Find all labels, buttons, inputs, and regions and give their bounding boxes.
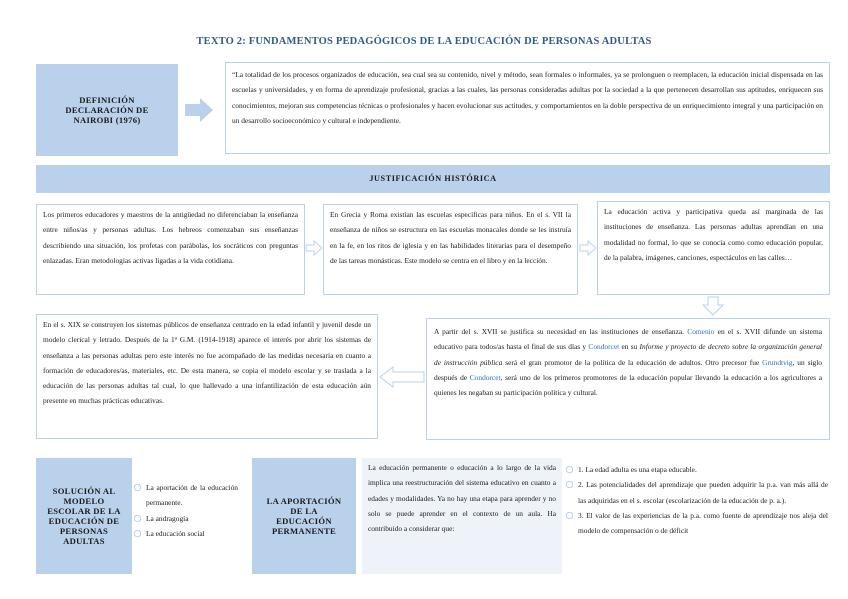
definition-label <box>36 64 178 156</box>
list-item <box>134 526 238 541</box>
history-box-5 <box>426 318 830 440</box>
list-item <box>566 462 828 477</box>
history-box-3-text: La educación activa y participativa queda así marginada de las instituciones de enseñanza. Las personas adultas aprendían en una modalidad no formal, lo que se conocía como como educación popular, de la palabra, imágenes, canciones, espectáculos en las calles… <box>604 207 823 262</box>
list-item <box>134 480 238 511</box>
bullet-icon <box>134 530 141 537</box>
history-box-3 <box>597 201 830 295</box>
justification-header-text: JUSTIFICACIÓN HISTÓRICA <box>369 174 497 183</box>
arrow-left-hollow-icon <box>379 366 425 388</box>
solution-list <box>134 480 238 541</box>
history-box-4 <box>36 314 378 439</box>
grundtvig-link: Grundtvig <box>762 357 793 367</box>
history-box-2-text: En Grecia y Roma existían las escuelas específicas para niños. En el s. VII la enseñanza de niños se estructura en las escuelas monacales donde se les instruía en la fe, en los ritos de iglesia y en las habilidades literarias para el desempeño de las tareas monásticas. Este modelo se centra en el libro y en la lección. <box>330 210 571 265</box>
arrow-right-hollow-icon <box>579 240 597 256</box>
history-box-4-text: En el s. XIX se construyen los sistemas públicos de enseñanza centrado en la edad infantil y juvenil desde un modelo clerical y letrado. Después de la 1ª G.M. (1914-1918) aparece el interés por abrir los sistemas de enseñanza a las personas adultas pero este interés no fue acompañado de las medidas necesaria en cuanto a formación de educadores/as, materiales, etc. De esta manera, se copia el modelo escolar y se traslada a la educación de las personas adultas tal cual, lo que hallevado a una infantilización de esta educación aún presente en muchas prácticas educativas. <box>43 320 371 406</box>
arrow-down-hollow-icon <box>702 296 724 316</box>
history-box-5-p5: , un siglo después de <box>434 357 823 382</box>
list-item-text: 3. El valor de las experiencias de la p.a. como fuente de aprendizaje nos aleja del modelo de compensación o de déficit <box>578 510 828 536</box>
list-item-text: 2. Las potencialidades del aprendizaje que pueden adquirir la p.a. van más allá de las adquiridas en el s. escolar (escolarización de la educación de p. a.). <box>578 480 828 505</box>
arrow-right-icon <box>184 97 214 123</box>
history-box-5-p3: en su <box>621 342 638 352</box>
list-item <box>566 508 828 539</box>
solution-label <box>36 458 132 574</box>
history-box-1-text: Los primeros educadores y maestros de la antigüedad no diferenciaban la enseñanza entre niños/as y personas adultas. Los hebreos comenzaban sus enseñanzas describiendo una situación, los profetas con parábolas, los socráticos con preguntas enlazadas. Eran metodologías activas ligadas a la vida cotidiana. <box>43 210 298 265</box>
list-item <box>134 511 238 526</box>
list-item-text: La educación social <box>146 528 205 538</box>
solution-label-text: SOLUCIÓN AL MODELO ESCOLAR DE LA EDUCACIÓN DE PERSONAS ADULTAS <box>47 486 121 546</box>
history-box-5-p1: A partir del s. XVII se justifica su necesidad en las instituciones de enseñanza. <box>434 327 685 336</box>
history-box-2 <box>323 204 578 295</box>
arrow-right-hollow-icon <box>305 240 323 256</box>
list-item-text: La aportación de la educación permanente. <box>146 483 238 508</box>
permanent-label-text: LA APORTACIÓN DE LA EDUCACIÓN PERMANENTE <box>266 496 342 536</box>
definition-text: “La totalidad de los procesos organizados de educación, sea cual sea su contenido, nivel y método, sean formales o informales, ya se prolonguen o reemplacen, la educación inicial dispensada en las escuelas y universidades, y en forma de aprendizaje profesional, gracias a las cuales, las personas consideradas adultas por la sociedad a la que pertenecen desarrollan sus aptitudes, enriquecen sus conocimientos, mejoran sus competencias técnicas o profesionales y hacen evolucionar sus actitudes, y comportamientos en la doble perspectiva de un enriquecimiento integral y una participación en un desarrollo socioeconómico y cultural e independiente. <box>232 70 823 125</box>
condorcet-link: Condorcet <box>588 342 620 352</box>
bullet-icon <box>566 466 573 473</box>
condorcet-link-2: Condorcet <box>469 372 501 382</box>
list-item-text: La andragogía <box>146 513 189 523</box>
permanent-points <box>566 462 828 538</box>
bullet-icon <box>566 512 573 519</box>
definition-label-text: DEFINICIÓN DECLARACIÓN DE NAIROBI (1976) <box>65 95 149 125</box>
bullet-icon <box>134 515 141 522</box>
permanent-text-box <box>362 458 562 574</box>
comenio-link: Comenio <box>687 327 715 336</box>
history-box-1 <box>36 204 305 295</box>
list-item <box>566 477 828 508</box>
page-title: TEXTO 2: FUNDAMENTOS PEDAGÓGICOS DE LA EDUCACIÓN DE PERSONAS ADULTAS <box>196 36 652 47</box>
list-item-text: 1. La edad adulta es una etapa educable. <box>578 465 697 474</box>
justification-header <box>36 165 830 193</box>
history-box-5-p6: , será uno de los primeros promotores de la educación popular llevando la educación a los agricultores a quienes les negaban su participación política y cultural. <box>434 372 822 398</box>
bullet-icon <box>566 481 573 488</box>
book-title: Informe y proyecto de decreto sobre la organización general de instrucción pública <box>434 342 822 367</box>
permanent-text: La educación permanente o educación a lo largo de la vida implica una reestructuración del sistema educativo en cuanto a edades y modalidades. Ya no hay una etapa para aprender y no solo se puede aprender en el contexto de un aula. Ha contribuido a considerar que: <box>368 463 556 534</box>
history-box-5-p2: en el s. XVII difunde un sistema educativo para todos/as hasta el final de sus días y <box>434 327 822 352</box>
history-box-5-p4: será el gran promotor de la política de la educación de adultos. Otro precesor fue <box>505 357 760 367</box>
definition-text-box <box>225 62 830 154</box>
permanent-label <box>252 458 356 574</box>
bullet-icon <box>134 484 141 491</box>
